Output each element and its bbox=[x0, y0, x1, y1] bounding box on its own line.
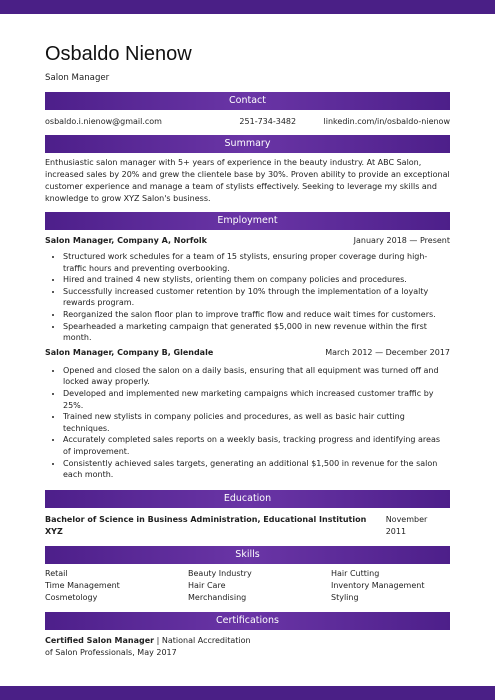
job-bullet: • Structured work schedules for a team of 15 stylists, ensuring proper coverage during high-traffic hours and preventing overbooking. bbox=[63, 251, 450, 274]
summary-text: Enthusiastic salon manager with 5+ years of experience in the beauty industry. At ABC Salon, increased sales by 20% and grew the clientele base by 30%. Proven ability to provide an exceptional customer experience and manage a team of stylists effectively. Seeking to leverage my skills and knowledge to grow XYZ Salon's business. bbox=[45, 158, 450, 203]
section-header-summary: Summary bbox=[45, 135, 450, 153]
job-dates: March 2012 — December 2017 bbox=[325, 347, 450, 357]
job-bullet: • Opened and closed the salon on a daily basis, ensuring that all equipment was turned off and locked away properly. bbox=[63, 365, 450, 388]
job-bullets bbox=[45, 365, 450, 481]
job-header bbox=[45, 235, 450, 247]
job-title: Salon Manager, Company A, Norfolk bbox=[45, 236, 207, 245]
skill-item: Hair Care bbox=[188, 580, 226, 590]
skill-item: Styling bbox=[331, 592, 359, 602]
certification-entry bbox=[45, 635, 450, 659]
skill-item: Retail bbox=[45, 568, 68, 578]
certification-detail: | National Accreditation bbox=[154, 635, 251, 645]
job-bullets bbox=[45, 251, 450, 344]
section-header-certifications: Certifications bbox=[45, 612, 450, 630]
job-bullet: • Reorganized the salon floor plan to improve traffic flow and reduce wait times for customers. bbox=[63, 309, 450, 321]
skills-grid bbox=[45, 568, 450, 604]
job-bullet: • Developed and implemented new marketing campaigns which increased customer traffic by 25%. bbox=[63, 388, 450, 411]
candidate-title: Salon Manager bbox=[45, 73, 110, 83]
certification-detail: of Salon Professionals, May 2017 bbox=[45, 647, 177, 657]
education-row bbox=[45, 514, 450, 538]
candidate-name: Osbaldo Nienow bbox=[45, 43, 192, 65]
job-header bbox=[45, 347, 450, 359]
section-header-employment: Employment bbox=[45, 212, 450, 230]
education-degree: Bachelor of Science in Business Administration, Educational Institution XYZ bbox=[45, 514, 367, 536]
bottom-accent-bar bbox=[0, 686, 495, 700]
skill-item: Inventory Management bbox=[331, 580, 425, 590]
section-header-contact: Contact bbox=[45, 92, 450, 110]
job-bullet: • Spearheaded a marketing campaign that generated $5,000 in new revenue within the first month. bbox=[63, 321, 450, 344]
job-dates: January 2018 — Present bbox=[353, 236, 450, 245]
certification-name: Certified Salon Manager bbox=[45, 635, 155, 645]
job-bullet: • Successfully increased customer retention by 10% through the implementation of a loyalty rewards program. bbox=[63, 286, 450, 309]
skill-item: Hair Cutting bbox=[331, 568, 380, 578]
contact-row bbox=[45, 116, 450, 128]
skill-item: Cosmetology bbox=[45, 592, 98, 602]
contact-linkedin[interactable]: linkedin.com/in/osbaldo-nienow bbox=[323, 117, 450, 126]
job-title: Salon Manager, Company B, Glendale bbox=[45, 347, 214, 357]
job-bullet: • Hired and trained 4 new stylists, orienting them on company policies and procedures. bbox=[63, 274, 450, 286]
top-accent-bar bbox=[0, 0, 495, 14]
contact-email[interactable]: osbaldo.i.nienow@gmail.com bbox=[45, 117, 162, 126]
section-header-education: Education bbox=[45, 490, 450, 508]
section-header-skills: Skills bbox=[45, 546, 450, 564]
skill-item: Beauty Industry bbox=[188, 568, 252, 578]
skill-item: Time Management bbox=[45, 580, 120, 590]
job-bullet: • Consistently achieved sales targets, generating an additional $1,500 in revenue for the salon each month. bbox=[63, 458, 450, 481]
job-bullet: • Accurately completed sales reports on a weekly basis, tracking progress and identifying areas of improvement. bbox=[63, 434, 450, 457]
resume-content bbox=[45, 40, 450, 659]
job-bullet: • Trained new stylists in company policies and procedures, as well as basic hair cutting techniques. bbox=[63, 411, 450, 434]
education-date: November 2011 bbox=[385, 514, 428, 536]
contact-phone[interactable]: 251-734-3482 bbox=[239, 117, 297, 126]
skill-item: Merchandising bbox=[188, 592, 247, 602]
